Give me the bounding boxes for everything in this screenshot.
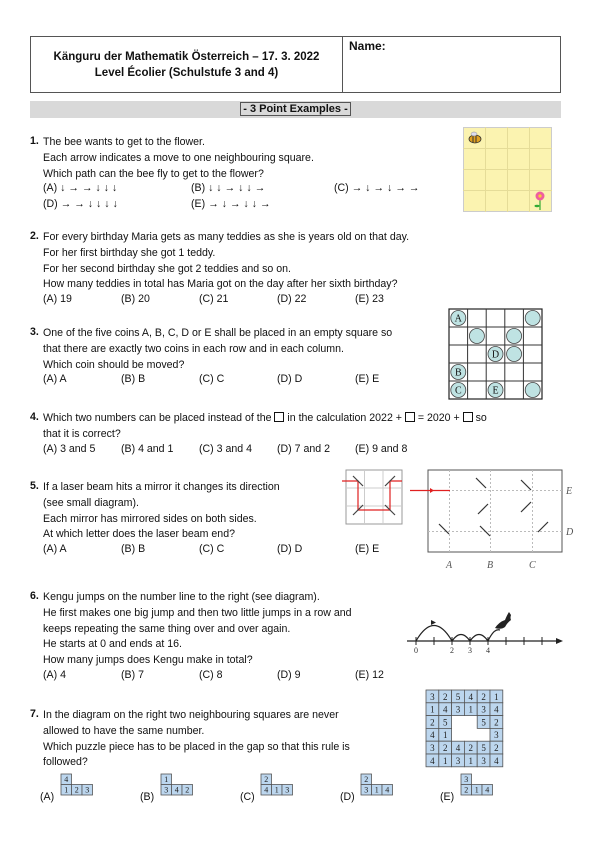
grid-cell-number: 3 <box>481 755 486 766</box>
piece-cell-number: 3 <box>285 785 290 795</box>
grid-cell-number: 1 <box>468 755 474 766</box>
text-line: Which coin should be moved? <box>43 358 185 371</box>
grid-cell-number: 5 <box>442 717 448 728</box>
grid-cell-number: 3 <box>430 691 435 702</box>
header-box <box>30 36 561 93</box>
text-line: Which path can the bee fly to get to the flower? <box>43 167 264 180</box>
header-title <box>31 37 343 92</box>
option-b[interactable]: (B) B <box>121 373 146 385</box>
option-a[interactable]: (A) 19 <box>43 293 72 305</box>
grid-cell-number: 2 <box>442 691 448 702</box>
option-c[interactable]: (C) 8 <box>199 669 223 681</box>
puzzle-piece[interactable] <box>60 773 96 799</box>
text-line: He first makes one big jump and then two little jumps in a row and <box>43 606 352 619</box>
question-number: 6. <box>30 590 39 602</box>
text-line: One of the five coins A, B, C, D or E shall be placed in an empty square so <box>43 327 393 339</box>
option-d[interactable]: (D) D <box>277 373 303 385</box>
grid-cell-number: 3 <box>455 704 461 715</box>
piece-cell-number: 4 <box>64 775 69 784</box>
question-text <box>43 135 314 182</box>
option-c[interactable]: (C) 3 and 4 <box>199 443 252 455</box>
grid-cell-number: 2 <box>430 717 435 728</box>
coin-label-c: C <box>454 385 462 397</box>
option-e[interactable]: (E) 9 and 8 <box>355 443 408 455</box>
text-line: (see small diagram). <box>43 496 139 509</box>
text-line: For her first birthday she got 1 teddy. <box>43 246 216 259</box>
piece-cell-number: 1 <box>274 785 279 795</box>
text-line: Each arrow indicates a move to one neighbouring square. <box>43 151 314 164</box>
grid-cell-number: 3 <box>455 755 461 766</box>
piece-cell-number: 2 <box>264 775 269 784</box>
grid-cell-number: 2 <box>494 743 499 753</box>
answer-options <box>43 669 403 685</box>
grid-cell-number: 4 <box>455 743 461 753</box>
laser-mirror-diagram <box>410 468 580 572</box>
piece-cell-number: 1 <box>374 785 379 795</box>
text-fragment: so <box>475 412 487 424</box>
grid-cell-number: 1 <box>468 704 474 715</box>
tick-label-4: 4 <box>486 646 490 655</box>
piece-cell-number: 4 <box>174 785 179 795</box>
option-c[interactable]: (C) C <box>199 373 225 385</box>
question-number: 5. <box>30 480 39 492</box>
piece-cell-number: 3 <box>464 775 469 784</box>
text-line: The bee wants to get to the flower. <box>43 136 205 148</box>
piece-option-label[interactable]: (E) <box>440 791 455 803</box>
puzzle-piece[interactable] <box>460 773 496 799</box>
exit-label-a: A <box>446 560 453 571</box>
option-e[interactable]: (E) → ↓ → ↓ ↓ → <box>191 198 271 210</box>
question-number: 2. <box>30 230 39 242</box>
question-text <box>43 411 487 443</box>
tick-label-2: 2 <box>450 646 454 655</box>
grid-cell-number: 4 <box>494 704 499 715</box>
option-b[interactable]: (B) 4 and 1 <box>121 443 174 455</box>
grid-cell-number: 3 <box>430 743 435 753</box>
bee-grid-diagram <box>463 127 553 213</box>
piece-cell-number: 2 <box>185 785 190 795</box>
grid-cell-number: 5 <box>481 717 486 728</box>
piece-cell-number: 1 <box>164 775 169 784</box>
question-number: 3. <box>30 326 39 338</box>
option-a[interactable]: (A) ↓ → → ↓ ↓ ↓ <box>43 182 118 194</box>
option-e[interactable]: (E) E <box>355 543 380 555</box>
option-b[interactable]: (B) 20 <box>121 293 150 305</box>
answer-options <box>43 443 423 459</box>
text-fragment: Which two numbers can be placed instead of the <box>43 412 272 424</box>
tick-label-0: 0 <box>414 646 418 655</box>
text-line: that it is correct? <box>43 427 121 440</box>
grid-cell-number: 2 <box>481 691 486 702</box>
option-b[interactable]: (B) ↓ ↓ → ↓ ↓ → <box>191 182 266 194</box>
grid-cell-number: 3 <box>481 704 486 715</box>
option-a[interactable]: (A) 4 <box>43 669 66 681</box>
section-banner <box>30 101 561 118</box>
text-line: Kengu jumps on the number line to the right (see diagram). <box>43 591 320 603</box>
option-a[interactable]: (A) A <box>43 373 67 385</box>
question-text <box>43 708 350 771</box>
option-c[interactable]: (C) C <box>199 543 225 555</box>
name-label: Name: <box>349 39 386 53</box>
question-number: 4. <box>30 411 39 423</box>
grid-cell-number: 1 <box>442 730 448 741</box>
puzzle-piece[interactable] <box>260 773 296 799</box>
text-line: that there are exactly two coins in each row and in each column. <box>43 342 344 355</box>
piece-cell-number: 2 <box>364 775 369 784</box>
text-line: In the diagram on the right two neighbouring squares are never <box>43 709 339 721</box>
piece-cell-number: 4 <box>264 785 269 795</box>
question-number: 7. <box>30 708 39 720</box>
grid-cell-number: 1 <box>430 704 435 715</box>
blank-box-icon <box>405 412 415 422</box>
exit-label-c: C <box>529 560 536 571</box>
piece-cell-number: 2 <box>464 785 469 795</box>
grid-cell-number: 5 <box>481 743 486 753</box>
exit-label-e: E <box>566 486 573 497</box>
header-title-line1: Känguru der Mathematik Österreich – 17. 3. 2022 <box>53 50 320 63</box>
piece-cell-number: 3 <box>85 785 90 795</box>
piece-cell-number: 4 <box>485 785 490 795</box>
option-a[interactable]: (A) A <box>43 543 67 555</box>
text-line: He starts at 0 and ends at 16. <box>43 638 182 651</box>
option-e[interactable]: (E) E <box>355 373 380 385</box>
piece-cell-number: 2 <box>74 785 79 795</box>
text-fragment: = 2020 + <box>417 412 460 424</box>
answer-options <box>43 182 463 214</box>
text-line: followed? <box>43 756 88 769</box>
option-c[interactable]: (C) → ↓ → ↓ → → <box>334 182 420 194</box>
coin-label-e: E <box>492 385 499 397</box>
piece-option-label[interactable]: (C) <box>240 791 255 803</box>
grid-cell-number: 2 <box>468 743 474 753</box>
exit-label-d: D <box>566 527 574 538</box>
text-fragment: in the calculation 2022 + <box>287 412 402 424</box>
piece-cell-number: 4 <box>385 785 390 795</box>
piece-cell-number: 1 <box>474 785 479 795</box>
blank-box-icon <box>274 412 284 422</box>
header-title-line2: Level Écolier (Schulstufe 3 and 4) <box>94 66 279 79</box>
grid-cell-number: 2 <box>494 717 499 728</box>
question-text <box>43 230 409 293</box>
grid-cell-number: 3 <box>494 730 499 741</box>
option-d[interactable]: (D) → → ↓ ↓ ↓ ↓ <box>43 198 118 210</box>
text-line: For her second birthday she got 2 teddies and so on. <box>43 262 291 275</box>
grid-cell-number: 4 <box>494 755 499 766</box>
piece-cell-number: 3 <box>164 785 169 795</box>
option-d[interactable]: (D) 22 <box>277 293 307 305</box>
puzzle-pieces <box>40 773 500 807</box>
piece-option-label[interactable]: (D) <box>340 791 355 803</box>
option-b[interactable]: (B) 7 <box>121 669 144 681</box>
option-c[interactable]: (C) 21 <box>199 293 229 305</box>
text-line: For every birthday Maria gets as many teddies as she is years old on that day. <box>43 231 410 243</box>
text-line: How many teddies in total has Maria got on the day after her sixth birthday? <box>43 278 398 291</box>
small-mirror-diagram <box>342 468 406 526</box>
text-line: At which letter does the laser beam end? <box>43 528 235 541</box>
option-d[interactable]: (D) D <box>277 543 303 555</box>
piece-cell-number: 3 <box>364 785 369 795</box>
option-b[interactable]: (B) B <box>121 543 146 555</box>
text-line: allowed to have the same number. <box>43 724 205 737</box>
piece-option-label[interactable]: (B) <box>140 791 155 803</box>
grid-cell-number: 5 <box>455 691 461 702</box>
puzzle-piece[interactable] <box>360 773 396 799</box>
text-line: Which puzzle piece has to be placed in the gap so that this rule is <box>43 740 350 753</box>
question-text <box>43 590 352 669</box>
section-banner-text: - 3 Point Examples - <box>240 102 351 116</box>
blank-box-icon <box>463 412 473 422</box>
option-d[interactable]: (D) 7 and 2 <box>277 443 330 455</box>
option-d[interactable]: (D) 9 <box>277 669 301 681</box>
answer-options <box>43 293 403 309</box>
puzzle-piece[interactable] <box>160 773 196 799</box>
coin-label-d: D <box>491 349 500 361</box>
question-text <box>43 326 392 373</box>
answer-options <box>43 543 403 559</box>
grid-cell-number: 4 <box>442 704 448 715</box>
text-line: Each mirror has mirrored sides on both sides. <box>43 512 257 525</box>
grid-cell-number: 1 <box>494 691 499 702</box>
grid-cell-number: 4 <box>430 755 435 766</box>
answer-options <box>43 373 403 389</box>
grid-cell-number: 4 <box>468 691 474 702</box>
tick-label-3: 3 <box>468 646 472 655</box>
coin-label-b: B <box>454 367 462 379</box>
grid-cell-number: 1 <box>442 755 448 766</box>
piece-option-label[interactable]: (A) <box>40 791 55 803</box>
number-grid-diagram <box>425 689 507 769</box>
option-e[interactable]: (E) 23 <box>355 293 384 305</box>
option-a[interactable]: (A) 3 and 5 <box>43 443 96 455</box>
text-line: How many jumps does Kengu make in total? <box>43 654 253 667</box>
option-e[interactable]: (E) 12 <box>355 669 384 681</box>
piece-cell-number: 1 <box>64 785 69 795</box>
exit-label-b: B <box>487 560 494 571</box>
text-line <box>43 411 487 427</box>
text-line: If a laser beam hits a mirror it changes its direction <box>43 481 280 493</box>
question-number: 1. <box>30 135 39 147</box>
question-text <box>43 480 280 543</box>
text-line: keeps repeating the same thing over and over again. <box>43 622 291 635</box>
number-line-diagram <box>405 600 565 658</box>
grid-cell-number: 2 <box>442 743 448 753</box>
grid-cell-number: 4 <box>430 730 435 741</box>
coin-grid-diagram <box>448 308 544 400</box>
coin-label-a: A <box>454 313 462 325</box>
kangaroo-icon <box>495 612 511 629</box>
